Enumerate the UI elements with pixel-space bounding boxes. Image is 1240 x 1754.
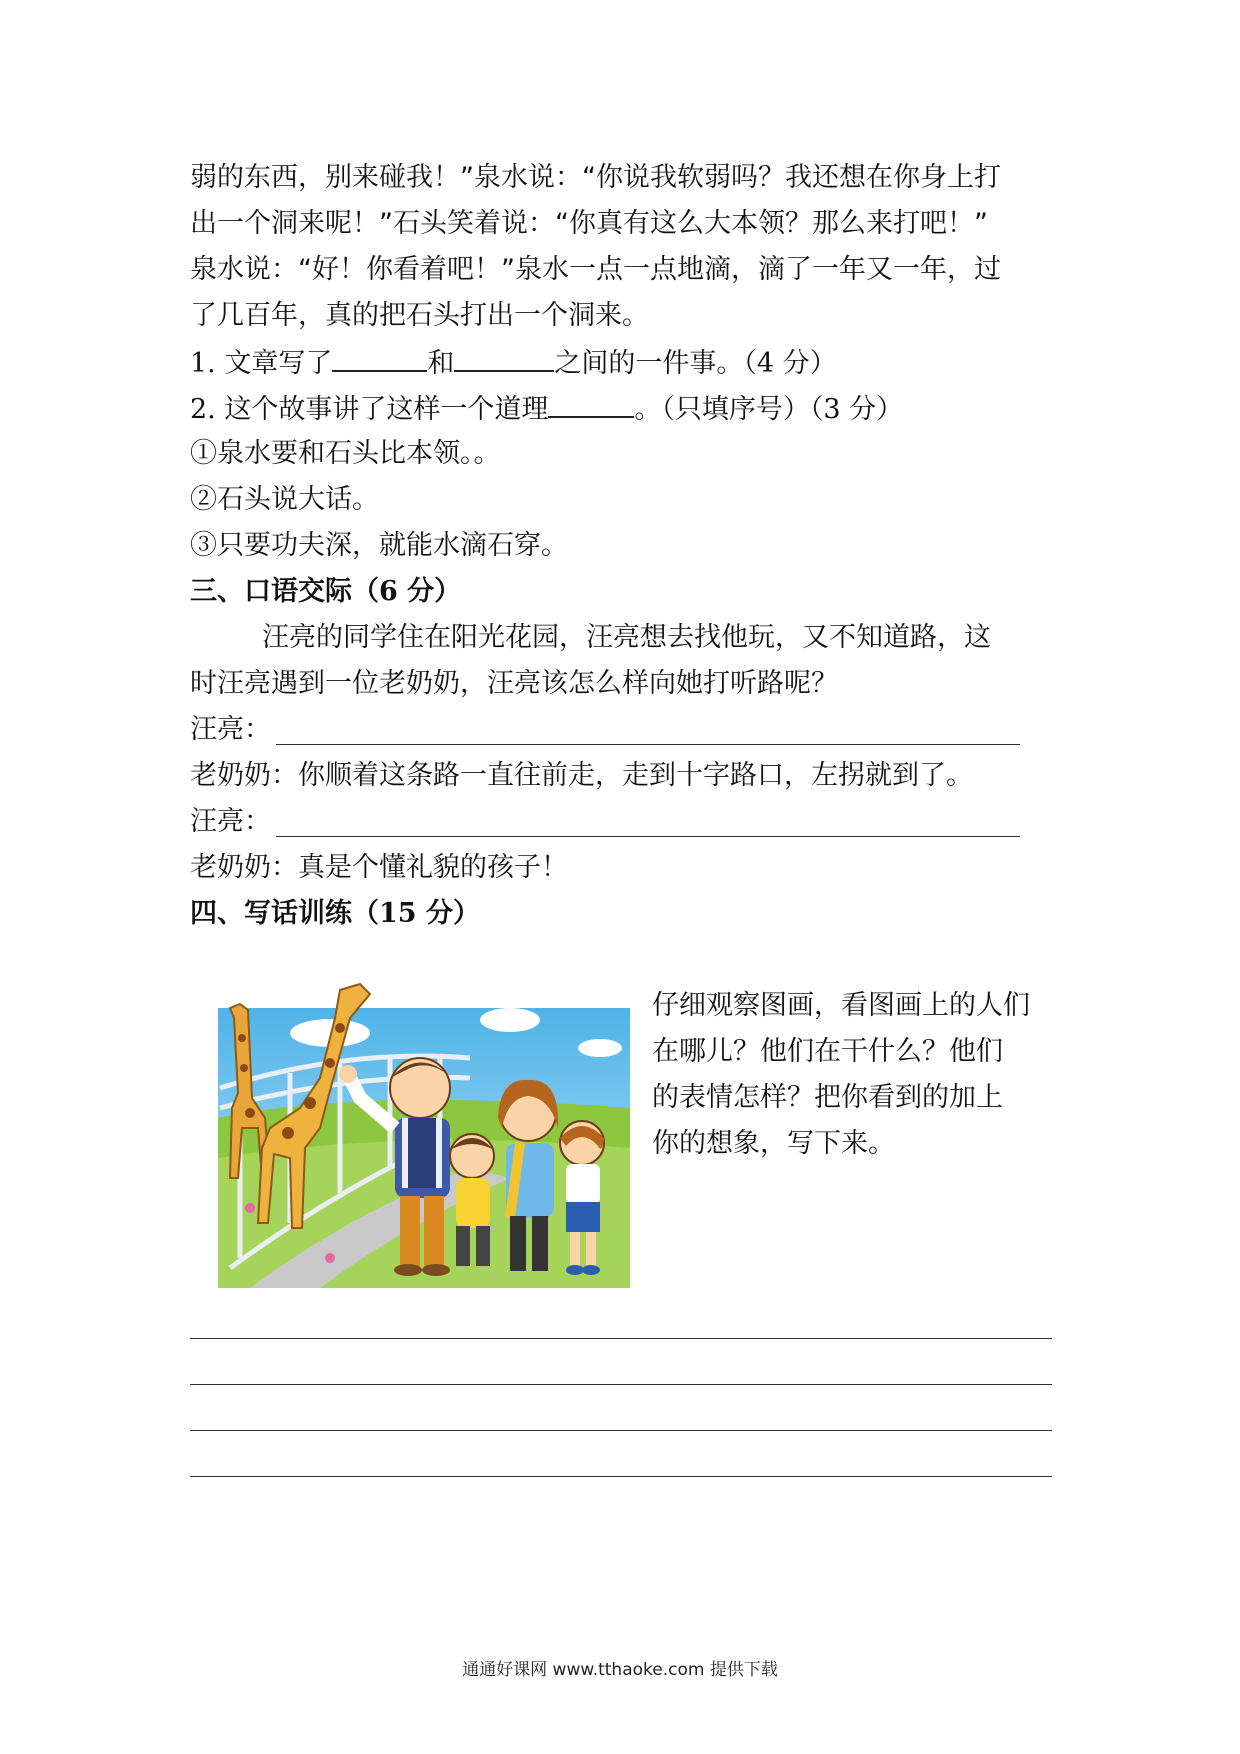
speaker-label: 汪亮： <box>190 806 271 837</box>
question-1 <box>190 344 837 382</box>
section-3-intro-line-2: 时汪亮遇到一位老奶奶，汪亮该怎么样向她打听路呢？ <box>190 668 838 699</box>
answer-blank[interactable] <box>548 390 634 418</box>
question-1-suffix: 之间的一件事。（4 分） <box>554 348 837 379</box>
section-3-title: 三、口语交际（6 分） <box>190 576 462 607</box>
question-2-prefix: 2. 这个故事讲了这样一个道理 <box>190 394 549 425</box>
question-2-suffix: 。（只填序号）（3 分） <box>634 394 904 425</box>
page-footer: 通通好课网 www.tthaoke.com 提供下载 <box>462 1660 778 1680</box>
writing-prompt-line-1: 仔细观察图画，看图画上的人们 <box>652 990 1030 1021</box>
dialogue-wangliang-2 <box>190 804 271 840</box>
writing-answer-line[interactable] <box>190 1338 1052 1339</box>
dialogue-grandma-2: 老奶奶：真是个懂礼貌的孩子！ <box>190 852 568 883</box>
writing-answer-line[interactable] <box>190 1430 1052 1431</box>
flower <box>245 1203 255 1213</box>
question-1-prefix: 1. 文章写了 <box>190 348 333 379</box>
flower <box>325 1253 335 1263</box>
question-2 <box>190 390 903 428</box>
writing-prompt-line-3: 的表情怎样？把你看到的加上 <box>652 1082 1003 1113</box>
speaker-label: 汪亮： <box>190 714 271 745</box>
option-2: ②石头说大话。 <box>190 484 379 515</box>
answer-blank[interactable] <box>332 344 427 372</box>
zoo-family-picture <box>210 978 630 1288</box>
question-1-mid: 和 <box>427 348 455 379</box>
writing-answer-line[interactable] <box>190 1384 1052 1385</box>
writing-prompt-line-2: 在哪儿？他们在干什么？他们 <box>652 1036 1003 1067</box>
answer-blank[interactable] <box>454 344 554 372</box>
dialogue-answer-line-2[interactable] <box>276 836 1020 837</box>
section-4-title: 四、写话训练（15 分） <box>190 898 480 929</box>
cloud <box>480 1008 540 1032</box>
dialogue-answer-line-1[interactable] <box>276 744 1020 745</box>
dialogue-wangliang-1 <box>190 712 271 748</box>
dialogue-grandma-1: 老奶奶：你顺着这条路一直往前走，走到十字路口，左拐就到了。 <box>190 760 973 791</box>
writing-answer-line[interactable] <box>190 1476 1052 1477</box>
passage-line-4: 了几百年，真的把石头打出一个洞来。 <box>190 300 649 331</box>
writing-prompt-line-4: 你的想象，写下来。 <box>652 1128 895 1159</box>
passage-line-2: 出一个洞来呢！”石头笑着说：“你真有这么大本领？那么来打吧！” <box>190 208 988 239</box>
passage-line-3: 泉水说：“好！你看着吧！”泉水一点一点地滴，滴了一年又一年，过 <box>190 254 1001 285</box>
option-1: ①泉水要和石头比本领。。 <box>190 438 501 469</box>
option-3: ③只要功夫深，就能水滴石穿。 <box>190 530 568 561</box>
cloud <box>578 1039 622 1057</box>
section-3-intro-line-1: 汪亮的同学住在阳光花园，汪亮想去找他玩，又不知道路，这 <box>262 622 991 653</box>
passage-line-1: 弱的东西，别来碰我！”泉水说：“你说我软弱吗？我还想在你身上打 <box>190 162 1001 193</box>
